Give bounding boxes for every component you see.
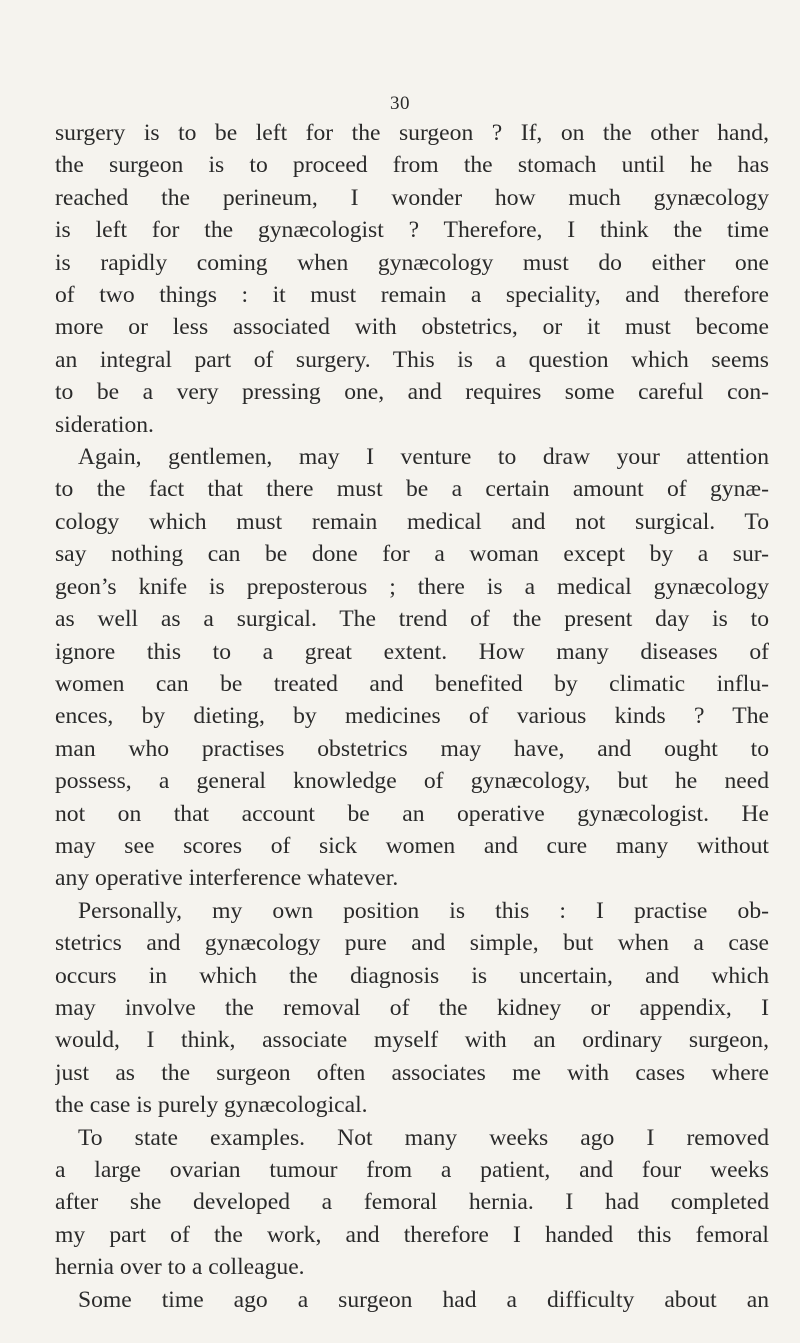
page-number: 30 (390, 93, 410, 114)
text-line: geon’s knife is preposterous ; there is a medical gynæcology (55, 573, 769, 600)
text-line: my part of the work, and therefore I handed this femoral (55, 1221, 769, 1248)
text-line: Personally, my own position is this : I practise ob- (78, 897, 769, 924)
text-line: a large ovarian tumour from a patient, and four weeks (55, 1157, 769, 1183)
text-line: sideration. (55, 411, 154, 438)
text-line: women can be treated and benefited by climatic influ- (55, 670, 769, 697)
text-line: just as the surgeon often associates me with cases where (55, 1059, 769, 1086)
text-line: To state examples. Not many weeks ago I removed (78, 1124, 769, 1151)
text-line: may involve the removal of the kidney or appendix, I (55, 994, 769, 1021)
text-line: Some time ago a surgeon had a difficulty about an (78, 1286, 769, 1313)
text-line: occurs in which the diagnosis is uncertain, and which (55, 962, 769, 989)
text-line: the surgeon is to proceed from the stomach until he has (55, 152, 769, 179)
text-line: Again, gentlemen, may I venture to draw your attention (78, 444, 769, 471)
body-text (55, 117, 769, 1316)
text-line: any operative interference whatever. (55, 865, 399, 892)
text-line: cology which must remain medical and not surgical. To (55, 508, 769, 535)
text-line: is rapidly coming when gynæcology must do either one (55, 249, 769, 276)
text-line: may see scores of sick women and cure many without (55, 832, 769, 859)
text-line: as well as a surgical. The trend of the present day is to (55, 606, 769, 633)
text-line: not on that account be an operative gynæcologist. He (55, 800, 769, 827)
text-line: is left for the gynæcologist ? Therefore, I think the time (55, 217, 769, 244)
text-line: man who practises obstetrics may have, and ought to (55, 735, 769, 762)
text-line: reached the perineum, I wonder how much gynæcology (55, 184, 769, 211)
text-line: the case is purely gynæcological. (55, 1092, 368, 1119)
text-line: possess, a general knowledge of gynæcology, but he need (55, 768, 769, 795)
text-line: ignore this to a great extent. How many diseases of (55, 638, 769, 665)
text-line: an integral part of surgery. This is a question which seems (55, 346, 769, 373)
text-line: stetrics and gynæcology pure and simple, but when a case (55, 930, 769, 957)
text-line: of two things : it must remain a speciality, and therefore (55, 282, 769, 309)
text-line: ences, by dieting, by medicines of various kinds ? The (55, 703, 769, 730)
text-line: would, I think, associate myself with an ordinary surgeon, (55, 1027, 769, 1054)
text-line: after she developed a femoral hernia. I had completed (55, 1189, 769, 1216)
text-line: to the fact that there must be a certain amount of gynæ- (55, 476, 769, 503)
text-line: surgery is to be left for the surgeon ? If, on the other hand, (55, 120, 769, 146)
text-line: to be a very pressing one, and requires some careful con- (55, 379, 769, 406)
text-line: say nothing can be done for a woman except by a sur- (55, 541, 769, 568)
text-line: hernia over to a colleague. (55, 1254, 305, 1281)
text-line: more or less associated with obstetrics, or it must become (55, 314, 769, 341)
